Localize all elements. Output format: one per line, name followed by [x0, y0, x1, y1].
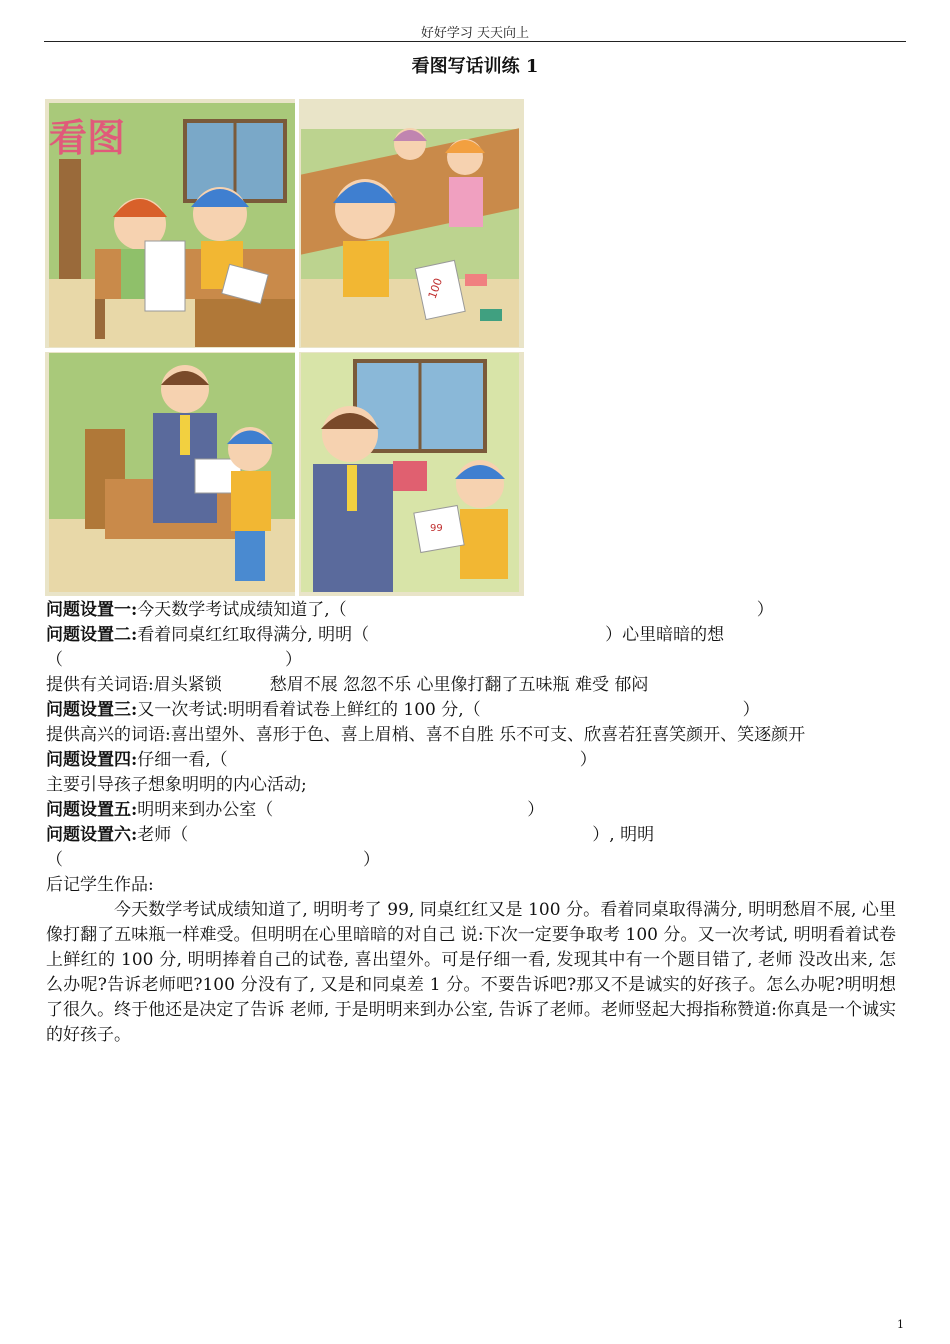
comic-picture: [45, 99, 524, 596]
panel-3: [49, 353, 295, 592]
question-label: 问题设置一:: [46, 600, 138, 620]
question-text: 老师（: [137, 825, 189, 845]
question-5: [46, 798, 896, 823]
guide-note: 主要引导孩子想象明明的内心活动;: [46, 775, 307, 795]
question-open: （: [46, 650, 63, 670]
question-close: ）: [285, 650, 302, 670]
happy-words: 提供高兴的词语:喜出望外、喜形于色、喜上眉梢、喜不自胜 乐不可支、欣喜若狂喜笑颜开、笑逐颜开: [46, 725, 806, 745]
panel-2: [301, 128, 519, 347]
page-number: 1: [897, 1318, 904, 1331]
question-text: 看着同桌红红取得满分, 明明（: [137, 625, 370, 645]
question-label: 问题设置四:: [46, 750, 138, 770]
question-6: [46, 823, 896, 848]
score-label: 100: [425, 276, 446, 301]
sad-words-prefix: 提供有关词语:眉头紧锁: [46, 675, 222, 695]
question-close: ）: [742, 700, 760, 720]
page-header: 好好学习 天天向上: [420, 26, 530, 41]
question-close: ）: [363, 850, 380, 870]
question-close: ）: [579, 750, 597, 770]
question-text: 明明来到办公室（: [137, 800, 274, 820]
question-open: （: [46, 850, 63, 870]
question-close: ）: [527, 800, 545, 820]
comic-panels: [45, 99, 524, 596]
student-essay: 今天数学考试成绩知道了, 明明考了 99, 同桌红红又是 100 分。看着同桌取得满分, 明明愁眉不展, 心里像打翻了五味瓶一样难受。但明明在心里暗暗的对自己 说:下次一定要争取考 100 分。又一次考试, 明明看着试卷上鲜红的 100 分, 明明捧着自己的试卷, 喜出望外。可是仔细一看, 发现其中有一个题目错了, 老师 没改出来, 怎么办呢?告诉老师吧?100 分没有了, 又是和同桌差 1 分。不要告诉吧?那又不是诚实的好孩子。怎么办呢?明明想了很久。终于他还是决定了告诉 老师, 于是明明来到办公室, 告诉了老师。老师竖起大拇指称赞道:你真是一个诚实的好孩子。: [46, 900, 896, 1045]
question-mid: ）心里暗暗的想: [605, 625, 725, 645]
question-mid: ）, 明明: [592, 825, 655, 845]
header-rule: [44, 41, 906, 42]
sad-words-list: 愁眉不展 忽忽不乐 心里像打翻了五味瓶 难受 郁闷: [269, 675, 649, 695]
question-label: 问题设置六:: [46, 825, 138, 845]
question-text: 今天数学考试成绩知道了,（: [137, 600, 347, 620]
question-3: [46, 698, 896, 723]
question-label: 问题设置三:: [46, 700, 138, 720]
panel-4: [301, 353, 519, 592]
sad-words: [46, 673, 896, 698]
question-6-continued: [46, 848, 896, 873]
comic-corner-text: 看图: [49, 116, 126, 160]
question-text: 又一次考试:明明看着试卷上鲜红的 100 分,（: [137, 700, 481, 720]
question-2: [46, 623, 896, 648]
question-text: 仔细一看,（: [137, 750, 228, 770]
worksheet-content: [46, 598, 896, 1048]
score-label-2: 99: [430, 523, 443, 534]
question-4: [46, 748, 896, 773]
question-1: [46, 598, 896, 623]
question-2-continued: [46, 648, 896, 673]
question-label: 问题设置二:: [46, 625, 138, 645]
page-title: 看图写话训练 1: [411, 56, 539, 77]
panel-1: [49, 103, 295, 347]
question-label: 问题设置五:: [46, 800, 138, 820]
afterword-label: 后记学生作品:: [46, 875, 154, 895]
question-close: ）: [756, 600, 774, 620]
